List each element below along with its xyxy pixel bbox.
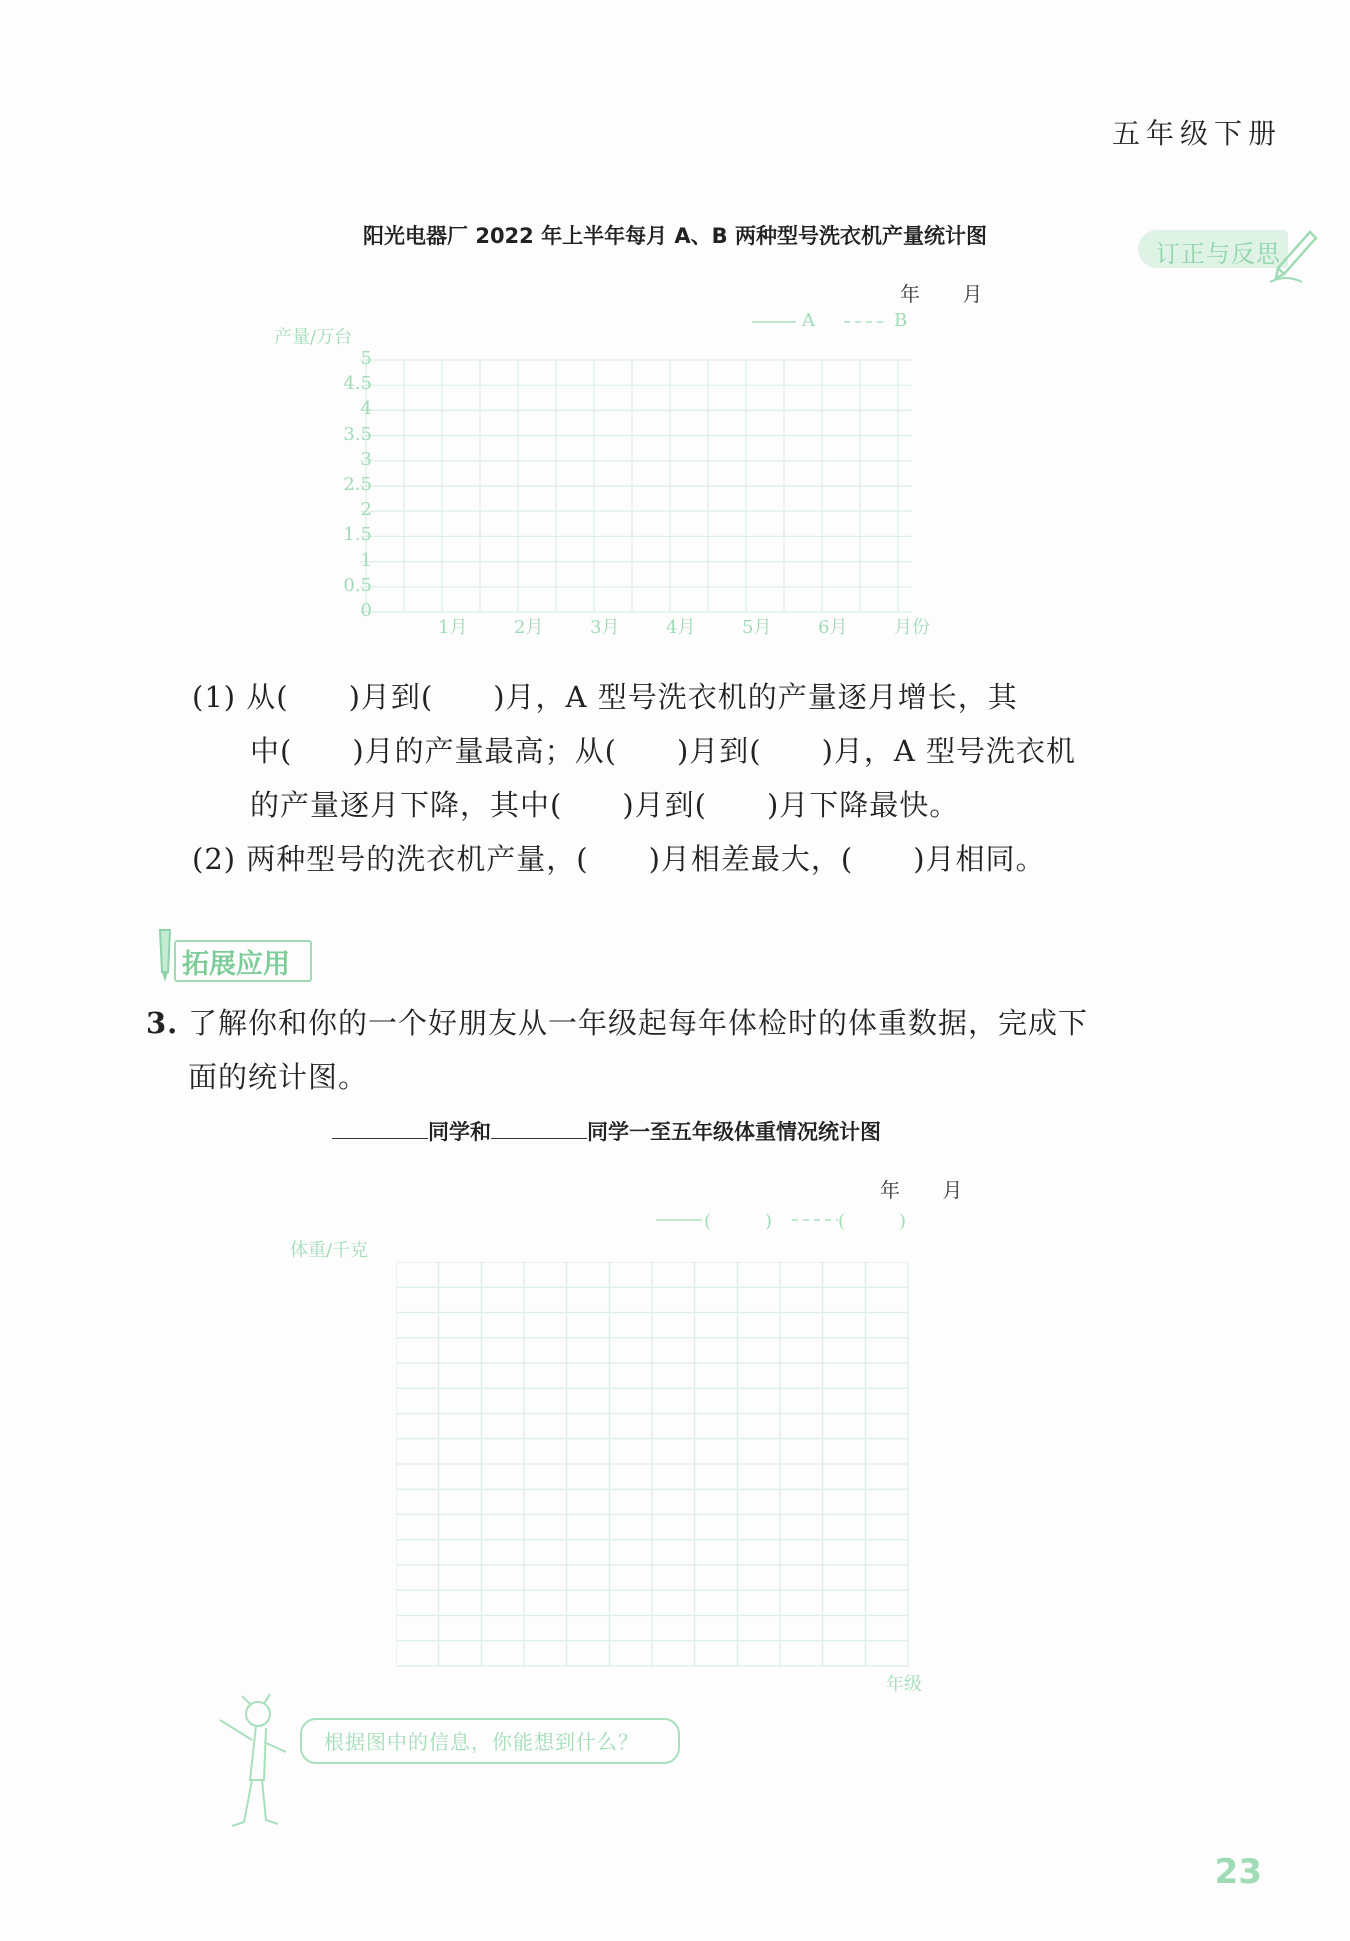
chart1-y-tick: 2 bbox=[360, 499, 372, 521]
chart1-x-tick: 6月 bbox=[818, 617, 848, 638]
name-blank-2[interactable] bbox=[491, 1120, 587, 1139]
side-tab-label: 订正与反思 bbox=[1156, 240, 1281, 268]
name-blank-1[interactable] bbox=[332, 1120, 428, 1139]
chart1-x-tick: 1月 bbox=[438, 617, 468, 638]
question-1-line-3: 的产量逐月下降，其中( )月到( )月下降最快。 bbox=[250, 788, 960, 822]
chart1-y-tick: 4 bbox=[360, 398, 372, 420]
chart1-y-tick: 1 bbox=[360, 549, 372, 571]
chart1-x-tick: 2月 bbox=[514, 617, 544, 638]
chart1-title: 阳光电器厂 2022 年上半年每月 A、B 两种型号洗衣机产量统计图 bbox=[363, 224, 987, 248]
chart1-ylabel: 产量/万台 bbox=[274, 327, 353, 348]
question-1-line-1: (1) 从( )月到( )月，A 型号洗衣机的产量逐月增长，其 bbox=[192, 680, 1018, 714]
question-2: (2) 两种型号的洗衣机产量，( )月相差最大，( )月相同。 bbox=[192, 842, 1046, 876]
chart2-legend-b: ( ) bbox=[838, 1211, 913, 1232]
chart1-y-tick: 5 bbox=[360, 348, 372, 369]
chart2-legend-a: ( ) bbox=[704, 1211, 779, 1232]
chart2-title-part-2: 同学一至五年级体重情况统计图 bbox=[587, 1120, 881, 1144]
legend-a-label: A bbox=[802, 310, 815, 331]
chart2-ylabel: 体重/千克 bbox=[290, 1240, 369, 1261]
cartoon-character-icon bbox=[206, 1690, 296, 1840]
chart1-xlabel: 月份 bbox=[894, 617, 930, 638]
chart2-title bbox=[332, 1116, 881, 1146]
legend-b-label: B bbox=[894, 310, 908, 331]
page-number: 23 bbox=[1214, 1852, 1262, 1892]
chart1-date-label: 年 月 bbox=[900, 282, 1001, 306]
chart2-xlabel: 年级 bbox=[886, 1674, 922, 1695]
chart2-legend bbox=[656, 1208, 916, 1232]
chart1-grid bbox=[360, 355, 912, 625]
chart1-y-tick: 3 bbox=[360, 448, 372, 470]
chart1-y-tick: 0 bbox=[360, 600, 372, 621]
question-1-line-2: 中( )月的产量最高；从( )月到( )月，A 型号洗衣机 bbox=[250, 734, 1077, 768]
question-3-line-1: 了解你和你的一个好朋友从一年级起每年体检时的体重数据，完成下 bbox=[188, 1006, 1089, 1040]
chart1-y-tick: 4.5 bbox=[343, 373, 372, 395]
thought-bubble-text: 根据图中的信息，你能想到什么？ bbox=[324, 1730, 639, 1754]
chart2-title-part-1: 同学和 bbox=[428, 1120, 491, 1144]
chart2-date-label: 年 月 bbox=[880, 1178, 981, 1202]
section-badge-extension bbox=[146, 926, 316, 984]
chart1-x-tick: 4月 bbox=[666, 617, 696, 638]
chart1-x-tick: 3月 bbox=[590, 617, 620, 638]
thought-bubble bbox=[300, 1718, 680, 1764]
chart1-y-tick: 1.5 bbox=[343, 524, 372, 546]
chart1-y-tick: 0.5 bbox=[343, 574, 372, 596]
chart1-y-tick: 3.5 bbox=[343, 423, 372, 445]
chart1-x-tick: 5月 bbox=[742, 617, 772, 638]
chart2-grid bbox=[396, 1262, 910, 1668]
chart1-legend bbox=[752, 312, 932, 334]
question-3-number: 3. bbox=[146, 1006, 179, 1040]
question-3-line-2: 面的统计图。 bbox=[188, 1060, 369, 1094]
chart1-y-tick: 2.5 bbox=[343, 474, 372, 495]
section-badge-label: 拓展应用 bbox=[182, 949, 290, 980]
grade-label: 五年级下册 bbox=[1111, 117, 1282, 150]
